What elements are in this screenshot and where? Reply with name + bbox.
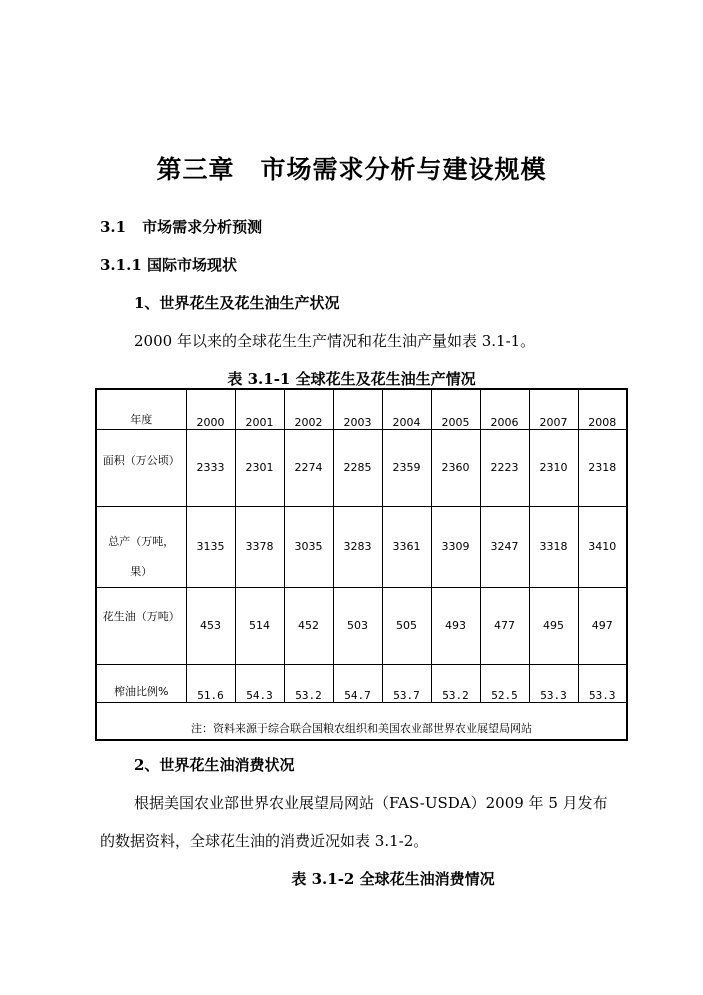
table-cell: 2360 — [431, 429, 480, 506]
table2-caption: 表 3.1-2 全球花生油消费情况 — [291, 870, 495, 888]
chapter-number: 第三章 — [156, 155, 235, 184]
table-cell: 54.3 — [235, 664, 284, 702]
section-number: 3.1 — [100, 218, 127, 236]
table-cell: 3309 — [431, 506, 480, 587]
table-cell: 53.2 — [284, 664, 333, 702]
table-cell: 54.7 — [333, 664, 382, 702]
table-cell: 3247 — [480, 506, 529, 587]
table-row — [96, 664, 627, 702]
table-row — [96, 429, 627, 506]
table-cell: 3361 — [382, 506, 431, 587]
table-cell: 493 — [431, 587, 480, 664]
table-cell: 497 — [578, 587, 627, 664]
table-cell: 53.3 — [529, 664, 578, 702]
paragraph-2-line-1: 根据美国农业部世界农业展望局网站（FAS-USDA）2009 年 5 月发布 — [134, 794, 608, 812]
table-cell: 3318 — [529, 506, 578, 587]
row-label: 总产（万吨， 果） — [96, 506, 186, 587]
table-cell: 53.2 — [431, 664, 480, 702]
table-cell: 3378 — [235, 506, 284, 587]
item1-heading: 1、世界花生及花生油生产状况 — [134, 294, 340, 312]
table-note-row — [96, 702, 627, 740]
table-cell: 2285 — [333, 429, 382, 506]
table-cell: 503 — [333, 587, 382, 664]
table-cell: 514 — [235, 587, 284, 664]
table1-caption: 表 3.1-1 全球花生及花生油生产情况 — [227, 370, 476, 388]
production-table — [95, 388, 628, 741]
year-cell: 2005 — [431, 389, 480, 429]
table-cell: 495 — [529, 587, 578, 664]
table-cell: 3410 — [578, 506, 627, 587]
table-cell: 2333 — [186, 429, 235, 506]
item2-heading: 2、世界花生油消费状况 — [134, 756, 295, 774]
table-cell: 2310 — [529, 429, 578, 506]
table-cell: 53.3 — [578, 664, 627, 702]
year-cell: 2008 — [578, 389, 627, 429]
table-cell: 3283 — [333, 506, 382, 587]
year-cell: 2000 — [186, 389, 235, 429]
table-header-row — [96, 389, 627, 429]
table-cell: 3135 — [186, 506, 235, 587]
table-cell: 2318 — [578, 429, 627, 506]
table-cell: 3035 — [284, 506, 333, 587]
row-label: 面积（万公顷） — [96, 429, 186, 506]
row-label: 榨油比例% — [96, 664, 186, 702]
table-cell: 2274 — [284, 429, 333, 506]
table-row — [96, 506, 627, 587]
table-cell: 505 — [382, 587, 431, 664]
year-header: 年度 — [96, 389, 186, 429]
paragraph-2-line-2: 的数据资料，全球花生油的消费近况如表 3.1-2。 — [100, 832, 429, 850]
table-cell: 477 — [480, 587, 529, 664]
table-cell: 53.7 — [382, 664, 431, 702]
table-cell: 453 — [186, 587, 235, 664]
table-source-note: 注：资料来源于综合联合国粮农组织和美国农业部世界农业展望局网站 — [96, 702, 627, 740]
table-cell: 2359 — [382, 429, 431, 506]
table-row — [96, 587, 627, 664]
table-cell: 52.5 — [480, 664, 529, 702]
year-cell: 2004 — [382, 389, 431, 429]
chapter-title — [0, 150, 703, 186]
table-cell: 2223 — [480, 429, 529, 506]
table-cell: 452 — [284, 587, 333, 664]
year-cell: 2003 — [333, 389, 382, 429]
year-cell: 2006 — [480, 389, 529, 429]
table-cell: 2301 — [235, 429, 284, 506]
section-title: 市场需求分析预测 — [142, 218, 263, 236]
subsection-heading: 3.1.1 国际市场现状 — [100, 256, 237, 274]
section-heading — [100, 216, 262, 237]
year-cell: 2007 — [529, 389, 578, 429]
chapter-name: 市场需求分析与建设规模 — [260, 155, 547, 184]
year-cell: 2001 — [235, 389, 284, 429]
table-cell: 51.6 — [186, 664, 235, 702]
row-label: 花生油（万吨） — [96, 587, 186, 664]
paragraph-1: 2000 年以来的全球花生生产情况和花生油产量如表 3.1-1。 — [134, 332, 536, 350]
year-cell: 2002 — [284, 389, 333, 429]
